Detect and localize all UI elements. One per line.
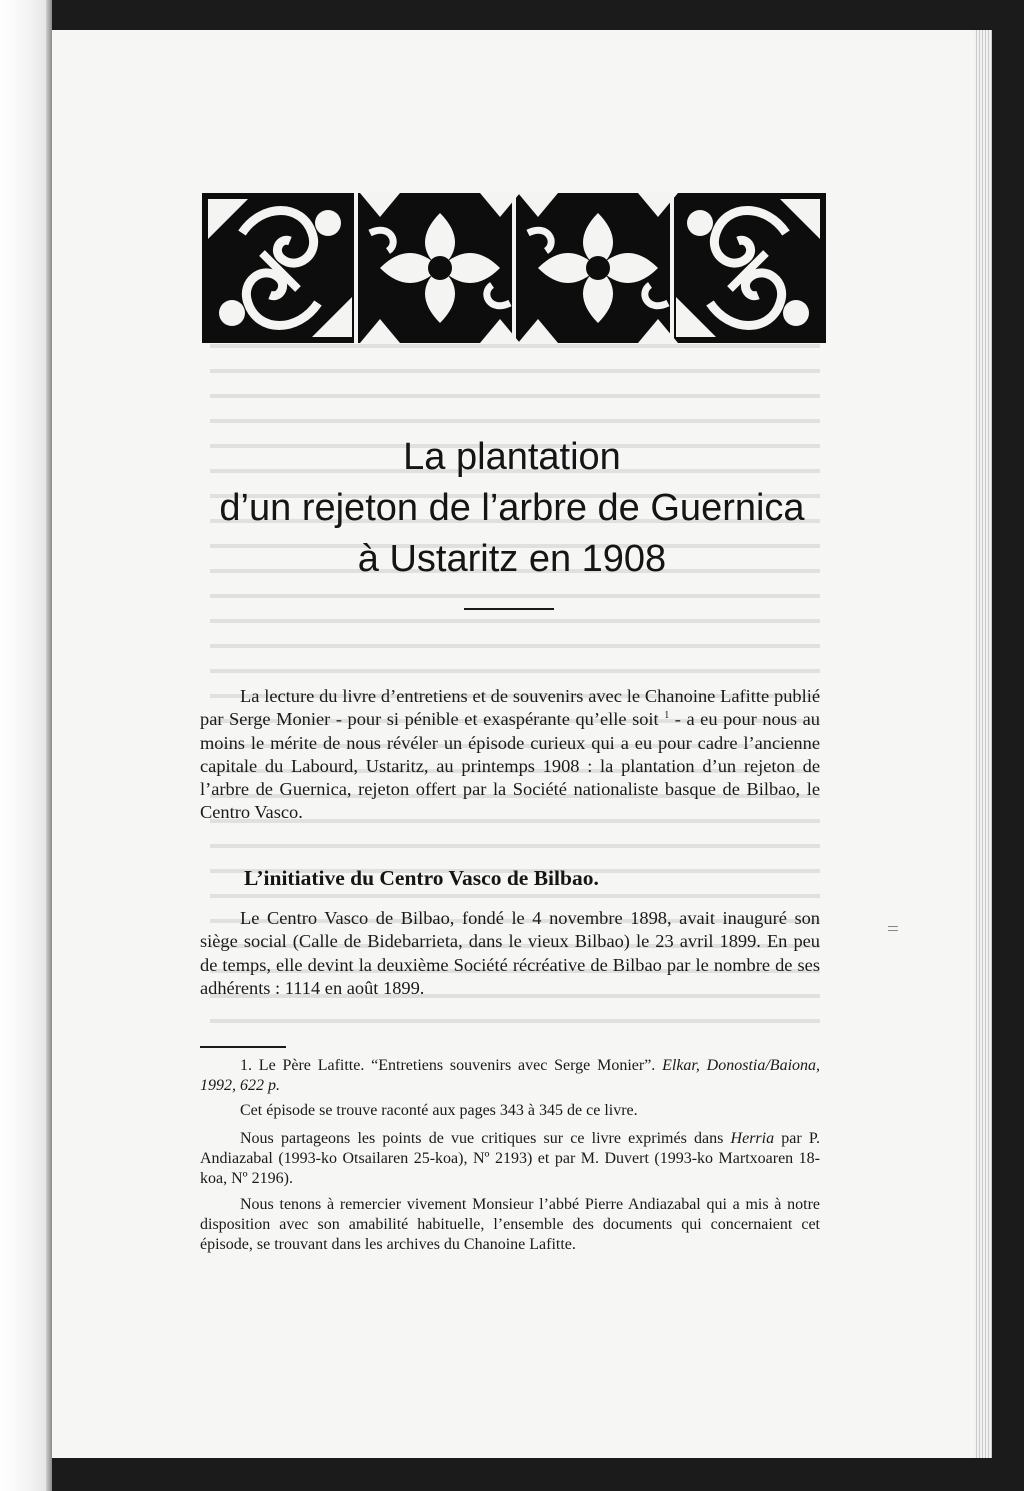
footnote-1: [200, 1056, 820, 1096]
footnote-3-tail: par P. Andiazabal (1993-ko Otsailaren 25-koa), Nº 2193) et par M. Duvert (1993-ko Martxoaren 18-koa, Nº 2196).: [200, 1130, 821, 1188]
footnote-divider: [200, 1046, 286, 1048]
footnote-3: [200, 1129, 820, 1190]
title-line-2: d’un rejeton de l’arbre de Guernica: [219, 487, 805, 529]
intro-text-end: - a eu pour nous au moins le mérite de nous révéler un épisode curieux qui a eu pour cadre l’ancienne capitale du Labourd, Ustaritz, au printemps 1908 : la plantation d’un rejeton de l’arbre de Guernica, rejeton offert par la Société nationaliste basque de Bilbao, le Centro Vasco.: [200, 709, 820, 823]
intro-paragraph: [200, 685, 820, 825]
intro-text-start: La lecture du livre d’entretiens et de souvenirs avec le Chanoine Lafitte publié par Serge Monier - pour si pénible et exaspérante qu’elle soit: [200, 686, 820, 730]
title-line-3: à Ustaritz en 1908: [357, 538, 667, 580]
title-line-1: La plantation: [403, 436, 621, 478]
footnote-4: Nous tenons à remercier vivement Monsieur l’abbé Pierre Andiazabal qui a mis à notre disposition avec son amabilité habituelle, l’ensemble des documents qui concernaient cet épisode, se trouvant dans les archives du Chanoine Lafitte.: [200, 1196, 820, 1254]
footnote-3-text: Nous partageons les points de vue critiques sur ce livre exprimés dans: [240, 1130, 724, 1147]
section-heading: L’initiative du Centro Vasco de Bilbao.: [244, 866, 599, 890]
footnote-2: Cet épisode se trouve raconté aux pages 343 à 345 de ce livre.: [240, 1102, 638, 1119]
footnote-1-publisher: Elkar, Donostia/Baiona, 1992, 622 p.: [200, 1057, 821, 1095]
article-title: [150, 432, 874, 585]
left-page-edge: [0, 0, 48, 1491]
footnote-1-text: 1. Le Père Lafitte. “Entretiens souvenirs avec Serge Monier”.: [240, 1057, 656, 1074]
margin-mark: [888, 926, 898, 931]
footnote-3-journal: Herria: [730, 1130, 775, 1147]
footnote-ref-1: 1: [664, 710, 670, 722]
section-paragraph: Le Centro Vasco de Bilbao, fondé le 4 novembre 1898, avait inauguré son siège social (Calle de Bidebarrieta, dans le vieux Bilbao) le 23 avril 1899. En peu de temps, elle devint la deuxième Société récréative de Bilbao par le nombre de ses adhérents : 1114 en août 1899.: [200, 908, 820, 998]
page-stack-edge: [974, 30, 992, 1458]
basque-ornament-icon: [202, 193, 826, 343]
title-divider: [464, 608, 554, 610]
